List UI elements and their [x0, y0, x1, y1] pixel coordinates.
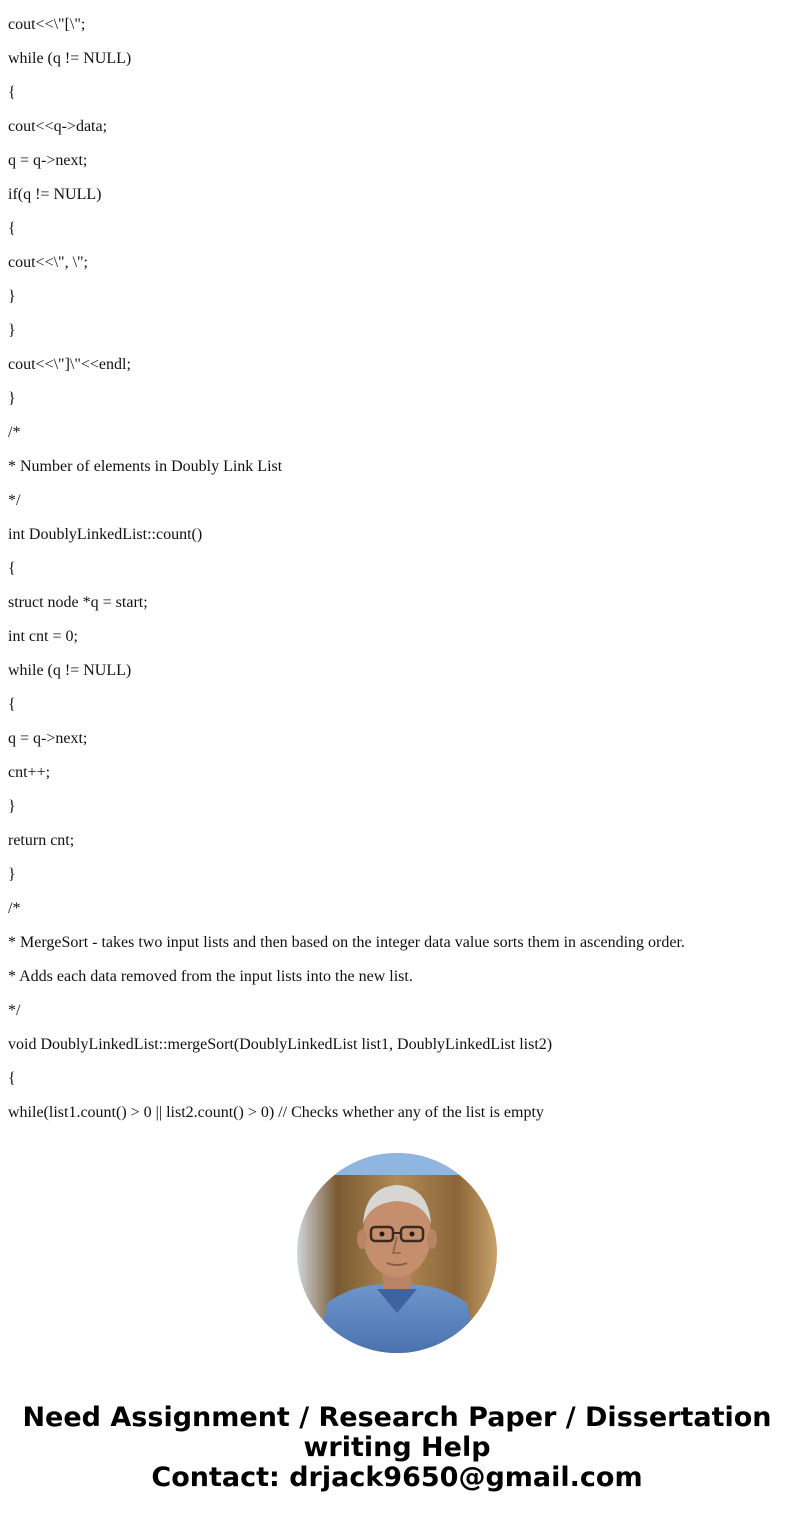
author-photo: [297, 1153, 497, 1353]
code-line: int DoublyLinkedList::count(): [8, 526, 203, 543]
footer-line-1: Need Assignment / Research Paper / Dissertation: [22, 1402, 772, 1433]
contact-footer: [0, 1403, 794, 1493]
code-line: }: [8, 798, 16, 815]
code-line: while (q != NULL): [8, 662, 132, 679]
code-line: cout<<q->data;: [8, 118, 108, 135]
code-line: return cnt;: [8, 832, 75, 849]
code-line: struct node *q = start;: [8, 594, 148, 611]
code-line: int cnt = 0;: [8, 628, 78, 645]
code-line: if(q != NULL): [8, 186, 102, 203]
code-line: }: [8, 390, 16, 407]
code-line: {: [8, 696, 16, 713]
code-line: while (q != NULL): [8, 50, 132, 67]
code-line: }: [8, 322, 16, 339]
code-line: {: [8, 560, 16, 577]
code-line: cnt++;: [8, 764, 51, 781]
code-line: */: [8, 1002, 21, 1019]
code-line: while(list1.count() > 0 || list2.count() > 0) // Checks whether any of the list is empty: [8, 1104, 544, 1121]
code-line: {: [8, 1070, 16, 1087]
footer-line-2: writing Help: [303, 1432, 491, 1463]
code-line: void DoublyLinkedList::mergeSort(DoublyLinkedList list1, DoublyLinkedList list2): [8, 1036, 553, 1053]
code-line: cout<<\", \";: [8, 254, 88, 271]
code-line: }: [8, 288, 16, 305]
code-line: cout<<\"[\";: [8, 16, 86, 33]
code-line: {: [8, 220, 16, 237]
footer-contact: Contact: drjack9650@gmail.com: [151, 1462, 643, 1493]
code-line: cout<<\"]\"<<endl;: [8, 356, 131, 373]
code-line: * MergeSort - takes two input lists and then based on the integer data value sorts them in ascending order.: [8, 934, 685, 951]
code-line: }: [8, 866, 16, 883]
code-line: /*: [8, 900, 21, 917]
code-line: /*: [8, 424, 21, 441]
code-line: q = q->next;: [8, 152, 88, 169]
code-line: * Adds each data removed from the input lists into the new list.: [8, 968, 413, 985]
code-line: * Number of elements in Doubly Link List: [8, 458, 283, 475]
code-line: {: [8, 84, 16, 101]
code-line: */: [8, 492, 21, 509]
code-line: q = q->next;: [8, 730, 88, 747]
